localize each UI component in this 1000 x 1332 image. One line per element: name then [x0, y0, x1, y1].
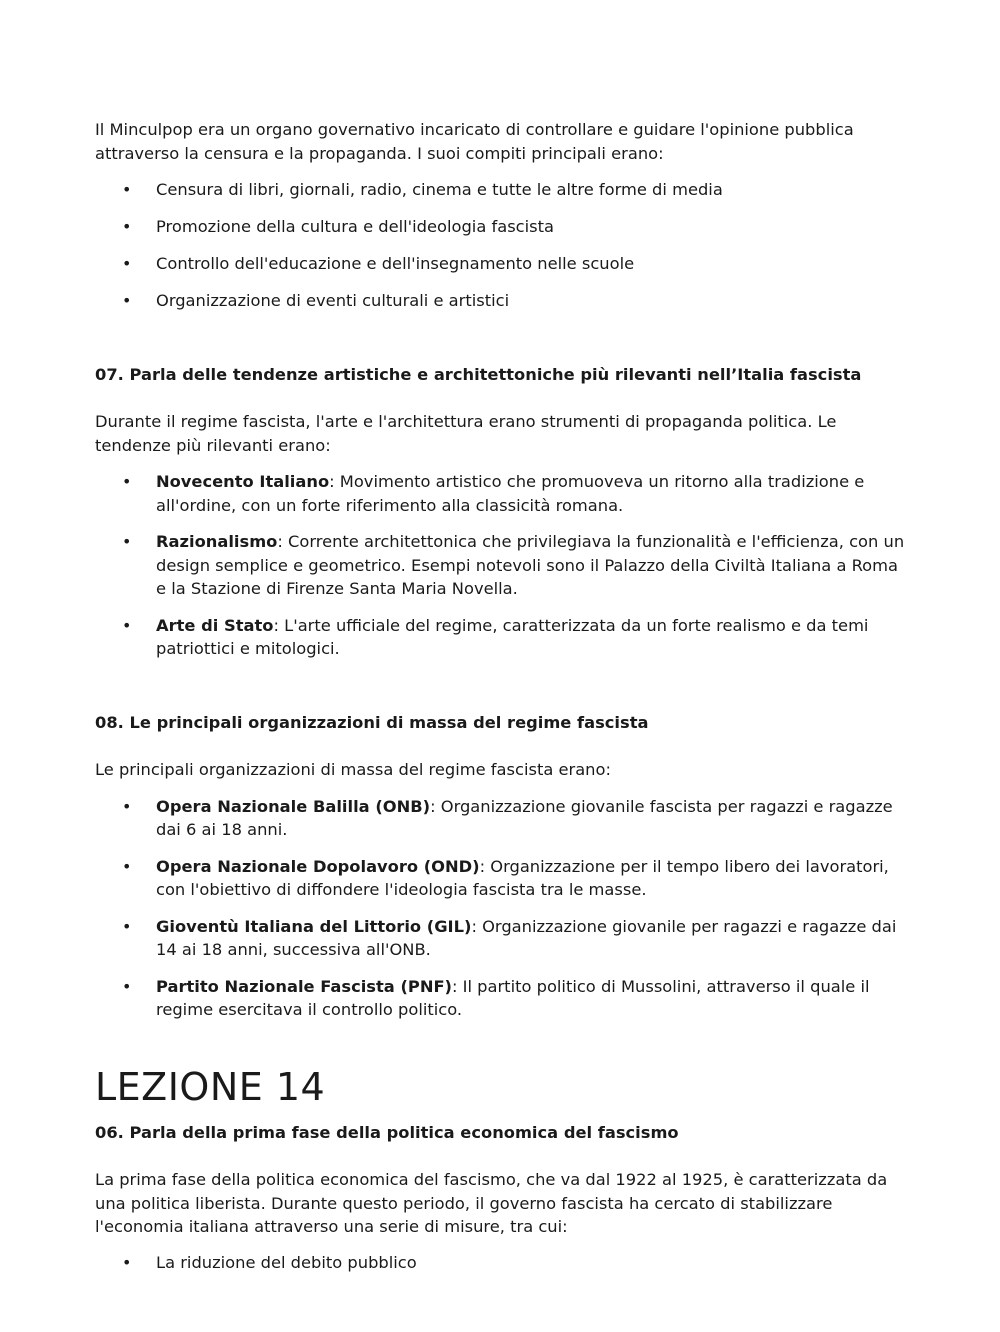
list-item-term: Opera Nazionale Dopolavoro (OND) [156, 856, 480, 876]
bullet-icon: • [122, 1253, 132, 1272]
minculpop-tasks-list [95, 178, 910, 313]
list-item: • Opera Nazionale Balilla (ONB): Organizzazione giovanile fascista per ragazzi e ragazze dai 6 ai 18 anni. [122, 796, 893, 839]
bullet-icon: • [122, 532, 132, 551]
bullet-icon: • [122, 976, 132, 996]
section-08-heading: 08. Le principali organizzazioni di massa del regime fascista [95, 712, 649, 732]
list-item-term: Partito Nazionale Fascista (PNF) [156, 976, 453, 996]
section-06-paragraph: La prima fase della politica economica del fascismo, che va dal 1922 al 1925, è caratterizzata da una politica liberista. Durante questo periodo, il governo fascista ha cercato di stabilizzare l'economia italiana attraverso una serie di misure, tra cui: [95, 1170, 888, 1236]
bullet-icon: • [122, 180, 132, 199]
bullet-icon: • [122, 615, 132, 635]
bullet-icon: • [122, 217, 132, 236]
bullet-icon: • [122, 796, 132, 816]
mass-organizations-list [95, 795, 910, 1022]
bullet-icon: • [122, 291, 132, 310]
intro-paragraph: Il Minculpop era un organo governativo incaricato di controllare e guidare l'opinione pubblica attraverso la censura e la propaganda. I suoi compiti principali erano: [95, 120, 854, 163]
list-item: • La riduzione del debito pubblico [95, 1251, 910, 1275]
bullet-icon: • [122, 856, 132, 876]
list-item: • Organizzazione di eventi culturali e artistici [95, 289, 910, 313]
bullet-icon: • [122, 472, 132, 491]
list-item: • Censura di libri, giornali, radio, cinema e tutte le altre forme di media [95, 178, 910, 202]
list-item: • Opera Nazionale Dopolavoro (OND): Organizzazione per il tempo libero dei lavoratori, con l'obiettivo di diffondere l'ideologia fascista tra le masse. [122, 856, 889, 899]
list-item: • Novecento Italiano: Movimento artistico che promuoveva un ritorno alla tradizione e all'ordine, con un forte riferimento alla classicità romana. [122, 472, 865, 515]
section-06-heading: 06. Parla della prima fase della politica economica del fascismo [95, 1122, 679, 1142]
section-07-paragraph: Durante il regime fascista, l'arte e l'architettura erano strumenti di propaganda politica. Le tendenze più rilevanti erano: [95, 412, 837, 455]
bullet-icon: • [122, 254, 132, 273]
list-item-term: Gioventù Italiana del Littorio (GIL) [156, 916, 472, 936]
list-item: • Partito Nazionale Fascista (PNF): Il partito politico di Mussolini, attraverso il quale il regime esercitava il controllo politico. [122, 976, 870, 1019]
section-07-heading: 07. Parla delle tendenze artistiche e architettoniche più rilevanti nell’Italia fascista [95, 364, 862, 384]
list-item-term: Razionalismo [156, 532, 278, 551]
document-page [95, 118, 910, 1275]
list-item: • Gioventù Italiana del Littorio (GIL): Organizzazione giovanile per ragazzi e ragazze dai 14 ai 18 anni, successiva all'ONB. [122, 916, 897, 959]
list-item: • Promozione della cultura e dell'ideologia fascista [95, 215, 910, 239]
list-item-term: Opera Nazionale Balilla (ONB) [156, 796, 431, 816]
list-item-term: Arte di Stato [156, 615, 274, 635]
list-item: • Controllo dell'educazione e dell'insegnamento nelle scuole [95, 252, 910, 276]
section-08-paragraph: Le principali organizzazioni di massa del regime fascista erano: [95, 760, 611, 779]
list-item: • Razionalismo: Corrente architettonica che privilegiava la funzionalità e l'efficienza, con un design semplice e geometrico. Esempi notevoli sono il Palazzo della Civiltà Italiana a Roma e la Stazione di Firenze Santa Maria Novella. [122, 532, 905, 598]
list-item-term: Novecento Italiano [156, 472, 330, 491]
lesson-title: LEZIONE 14 [95, 1064, 326, 1109]
bullet-icon: • [122, 916, 132, 936]
art-tendencies-list [95, 470, 910, 661]
economic-measures-list [95, 1251, 910, 1275]
list-item: • Arte di Stato: L'arte ufficiale del regime, caratterizzata da un forte realismo e da temi patriottici e mitologici. [122, 615, 869, 658]
